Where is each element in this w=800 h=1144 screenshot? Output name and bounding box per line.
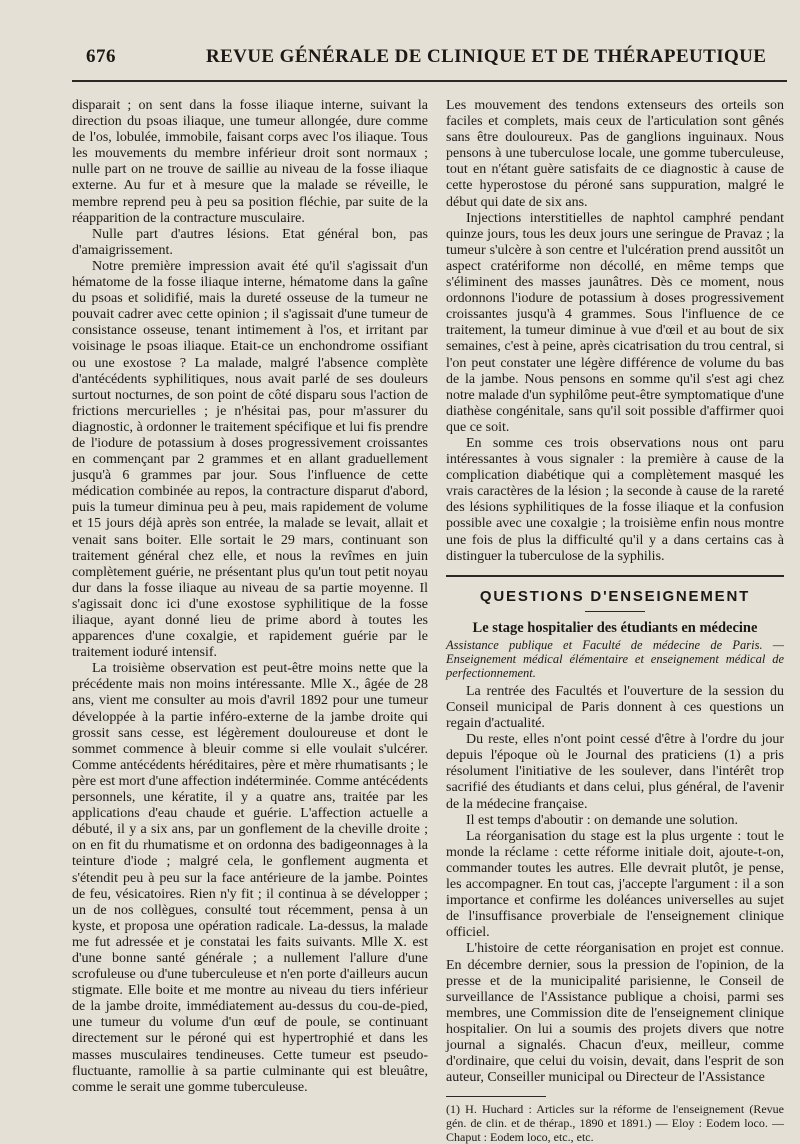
footnote-rule	[446, 1096, 546, 1097]
paragraph: La réorganisation du stage est la plus urgente : tout le monde la réclame : cette réforme initiale doit, ajoute-t-on, commander toutes les autres. Elle devrait plutôt, je pense, les accompagner. En tout cas, j'accepte l'argument : il a son importance et confirme les doléances universelles au sujet de l'insuffisance proverbiale de l'enseignement clinique officiel.	[446, 828, 784, 941]
paragraph: Nulle part d'autres lésions. Etat général bon, pas d'amaigrissement.	[72, 226, 428, 258]
paragraph: En somme ces trois observations nous ont paru intéressantes à vous signaler : la première à cause de la complication diabétique qui a complètement masqué les vrais caractères de la lésion ; la seconde à cause de la rareté des lésions syphilitiques de la fosse iliaque et la confusion possible avec une coxalgie ; la troisième enfin nous montre une fois de plus la difficulté qu'il y a dans certains cas à distinguer la tuberculose de la syphilis.	[446, 435, 784, 564]
paragraph: La rentrée des Facultés et l'ouverture de la session du Conseil municipal de Paris donnent à ces questions un regain d'actualité.	[446, 683, 784, 732]
paragraph: Du reste, elles n'ont point cessé d'être à l'ordre du jour depuis l'époque où le Journal des praticiens (1) a pris résolument l'initiative de les soulever, dans l'intérêt trop sacrifié des étudiants et dans celui, plus général, de l'avenir de la médecine française.	[446, 732, 784, 812]
paragraph: Notre première impression avait été qu'il s'agissait d'un hématome de la fosse iliaque interne, hématome dans la gaîne du psoas et solidifié, mais la dureté osseuse de la tumeur ne pouvait cadrer avec cette opinion ; il s'agissait d'une tumeur de consistance osseuse, tenant intimement à l'os, et irritant par voisinage le psoas iliaque. Etait-ce un enchondrome ossifiant ou une exostose ? La malade, malgré l'absence complète d'antécédents syphilitiques, nous avait parlé de ses douleurs surtout nocturnes, de son point de côté disparu sous l'action de frictions mercurielles ; je n'hésitai pas, pour m'assurer du diagnostic, à ordonner le traitement spécifique et lui fis prendre de l'iodure de potassium à doses progressivement croissantes en commençant par 2 grammes et en allant graduellement jusqu'à 6 grammes par jour. Sous l'influence de cette médication combinée au repos, la contracture disparut d'abord, puis la tumeur diminua peu à peu, mais rapidement de volume et 15 jours déjà après son entrée, la malade se levait, allait et venait sans boiter. Elle sortait le 29 mars, continuant son traitement général chez elle, et nous la revîmes en juin complètement guérie, ne présentant plus qu'un tout petit noyau dur dans la fosse iliaque au niveau de sa partie moyenne. Il s'agissait donc ici d'une exostose syphilitique de la fosse iliaque, ayant donné lieu de prime abord à toutes les apparences d'une coxalgie, et rapidement guérie par le traitement ioduré intensif.	[72, 258, 428, 661]
section-divider	[446, 575, 784, 577]
article-title: Le stage hospitalier des étudiants en médecine	[472, 619, 758, 636]
heading-underline	[585, 611, 645, 612]
article-subtitle: Assistance publique et Faculté de médecine de Paris. — Enseignement médical élémentaire et enseignement médical de perfectionnement.	[446, 637, 784, 680]
paragraph: L'histoire de cette réorganisation en projet est connue. En décembre dernier, sous la pression de l'opinion, de la presse et de la municipalité parisienne, le Conseil de surveillance de l'Assistance publique a choisi, parmi ses membres, une Commission dite de l'enseignement clinique hospitalier. On lui a soumis des projets divers que notre journal a signalés. Chacun d'eux, meilleur, comme d'ordinaire, que celui du voisin, devait, dans l'esprit de son auteur, Conseiller municipal ou Directeur de l'Assistance	[446, 941, 784, 1086]
right-column	[446, 98, 784, 1144]
header-rule	[72, 80, 787, 82]
paragraph: Il est temps d'aboutir : on demande une solution.	[466, 812, 738, 828]
footnote: (1) H. Huchard : Articles sur la réforme de l'enseignement (Revue gén. de clin. et de thérap., 1890 et 1891.) — Eloy : Eodem loco. — Chaput : Eodem loco, etc., etc.	[446, 1102, 784, 1144]
paragraph: La troisième observation est peut-être moins nette que la précédente mais non moins intéressante. Mlle X., âgée de 28 ans, vient me consulter au mois d'avril 1892 pour une tumeur développée à la partie inféro-externe de la jambe droite qui grossit sans cesse, est légèrement douloureuse et dont le sommet commence à bleuir comme si elle voulait s'ulcérer. Comme antécédents héréditaires, père et mère rhumatisants ; le père est mort d'une affection indéterminée. Comme antécédents personnels, une kératite, il y a quatre ans, traitée par les applications d'eau chaude et guérie. L'affection actuelle a débuté, il y a six ans, par un gonflement de la cheville droite ; on en fit du rhumatisme et on ordonna des badigeonnages à la teinture d'iode ; malgré cela, le gonflement augmenta et s'étendit peu à peu sur la face antérieure de la jambe. Pointes de feu, vésicatoires. Rien n'y fit ; il continua à se développer ; un de nos collègues, consulté tout récemment, pensa à un kyste, et proposa une opération radicale. La-dessus, la malade me fut adressée et je constatai les faits suivants. Mlle X. est d'une bonne santé générale ; a nullement l'allure d'une scrofuleuse ou d'une tuberculeuse et n'en porte d'ailleurs aucun stigmate. Elle boite et me montre au niveau du tiers inférieur de la jambe droite, immédiatement au-dessus du cou-de-pied, une tumeur du volume d'un œuf de poule, se continuant directement sur le péroné qui est hypertrophié et dans les masses musculaires tendineuses. Cette tumeur est pseudo-fluctuante, ramollie à sa partie culminante qui est bleuâtre, comme le serait une gomme tuberculeuse.	[72, 661, 429, 1095]
paragraph: Injections interstitielles de naphtol camphré pendant quinze jours, tous les deux jours une seringue de Pravaz ; la tumeur s'ulcère à son centre et l'ulcération prend aussitôt un aspect cratériforme non décollé, en même temps que s'éliminent des masses jaunâtres. Dès ce moment, nous ordonnons l'iodure de potassium à doses progressivement croissantes jusqu'à 4 grammes. Sous l'influence de ce traitement, la tumeur diminue à vue d'œil et au bout de six semaines, c'est à peine, après cicatrisation du trou central, si l'on peut constater une légère différence de volume du bas de la jambe. Nous pensons en somme qu'il s'est agi chez notre malade d'un syphilôme peut-être symptomatique d'une diathèse congénitale, sans qu'il soit possible d'affirmer quoi que ce soit.	[446, 210, 784, 435]
page-header	[86, 42, 786, 72]
left-column	[72, 98, 428, 1096]
section-heading: QUESTIONS D'ENSEIGNEMENT	[479, 587, 751, 605]
paragraph: Les mouvement des tendons extenseurs des orteils son faciles et complets, mais ceux de l'articulation sont gênés sans être douloureux. Pas de ganglions inguinaux. Nous pensons à une tuberculose locale, une gomme tuberculeuse, tout en n'étant guère satisfaits de ce diagnostic à cause de cette hyperostose du péroné sans suppuration, malgré le début qui date de six ans.	[446, 98, 784, 210]
running-title: REVUE GÉNÉRALE DE CLINIQUE ET DE THÉRAPEUTIQUE	[206, 46, 767, 67]
paragraph: disparait ; on sent dans la fosse iliaque interne, suivant la direction du psoas iliaque, une tumeur allongée, dure comme de l'os, lobulée, immobile, faisant corps avec l'os iliaque. Tous les mouvements du membre inférieur droit sont normaux ; nulle part on ne trouve de saillie au niveau de la fosse iliaque externe. Au fur et à mesure que la malade se réveille, le membre reprend peu à peu sa position fléchie, par suite de la réapparition de la contracture musculaire.	[72, 98, 428, 226]
page-number: 676	[86, 46, 116, 67]
